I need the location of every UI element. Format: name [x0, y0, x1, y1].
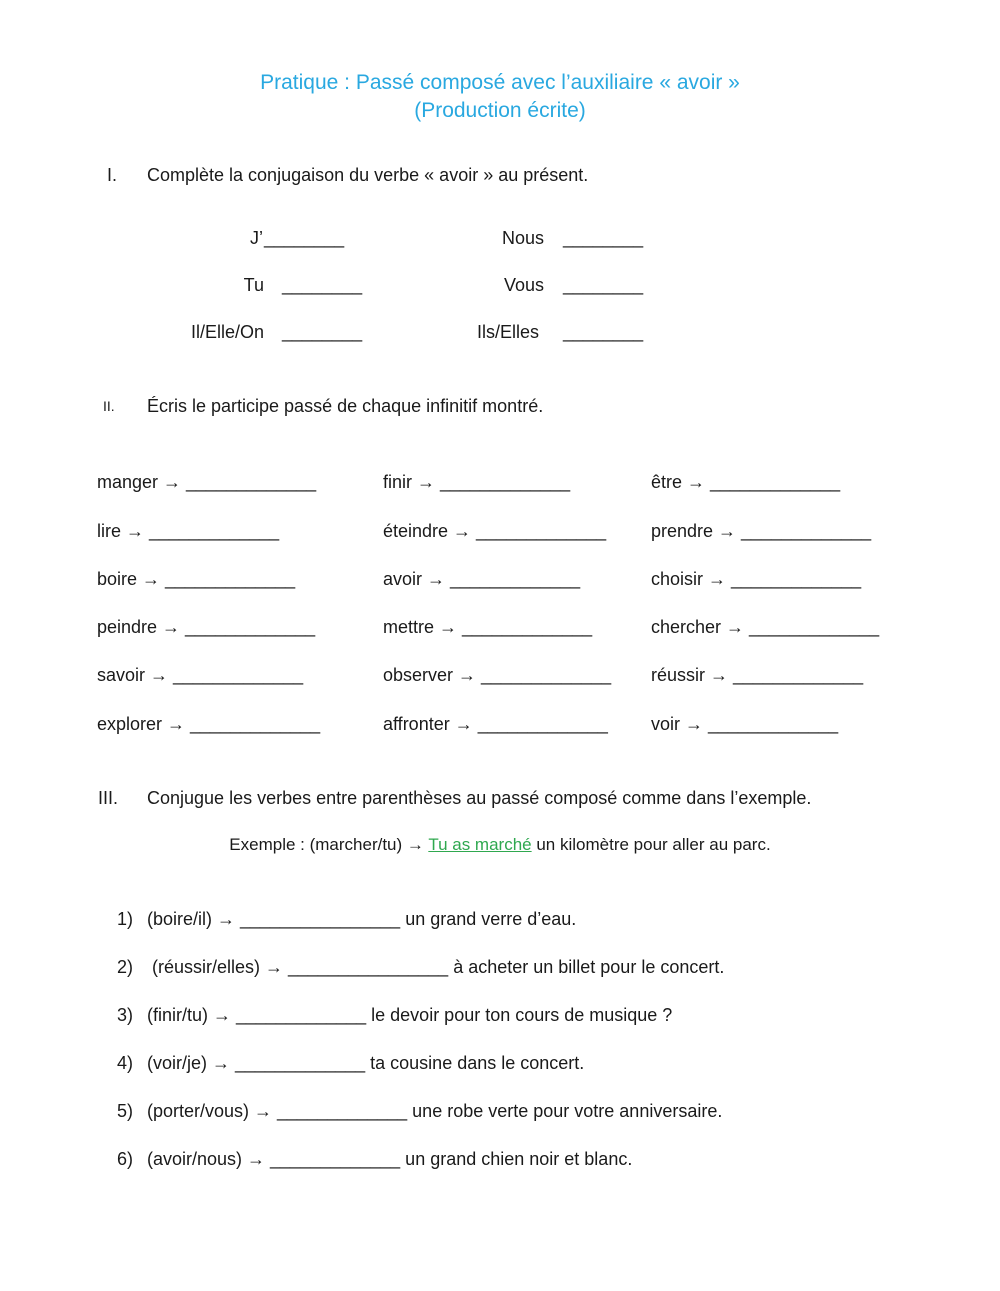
blank-nous[interactable]: ________: [563, 228, 644, 248]
infinitive-item[interactable]: être → _____________: [651, 472, 841, 492]
exercise-item[interactable]: (boire/il) → ________________ un grand verre d’eau.: [147, 909, 577, 929]
infinitive-item[interactable]: voir → _____________: [651, 714, 839, 734]
section-1-instruction: Complète la conjugaison du verbe « avoir » au présent.: [147, 165, 589, 185]
example-suffix: un kilomètre pour aller au parc.: [531, 835, 771, 854]
infinitive-item[interactable]: mettre → _____________: [383, 617, 593, 637]
blank-je[interactable]: ________: [264, 228, 345, 248]
exercise-item[interactable]: (voir/je) → _____________ ta cousine dans le concert.: [147, 1053, 585, 1073]
infinitive-item[interactable]: manger → _____________: [97, 472, 317, 492]
blank-il-elle-on[interactable]: ________: [282, 322, 363, 342]
exercise-item[interactable]: (avoir/nous) → _____________ un grand chien noir et blanc.: [147, 1149, 633, 1169]
exercise-item[interactable]: (finir/tu) → _____________ le devoir pour ton cours de musique ?: [147, 1005, 673, 1025]
infinitive-item[interactable]: explorer → _____________: [97, 714, 321, 734]
blank-tu[interactable]: ________: [282, 275, 363, 295]
infinitive-item[interactable]: éteindre → _____________: [383, 521, 607, 541]
page-title: Pratique : Passé composé avec l’auxiliaire « avoir »: [260, 71, 740, 94]
infinitive-item[interactable]: boire → _____________: [97, 569, 296, 589]
infinitive-item[interactable]: prendre → _____________: [651, 521, 872, 541]
pronoun-nous: Nous: [501, 228, 544, 248]
section-3-instruction: Conjugue les verbes entre parenthèses au passé composé comme dans l’exemple.: [147, 788, 812, 808]
infinitive-item[interactable]: réussir → _____________: [651, 665, 864, 685]
infinitive-item[interactable]: lire → _____________: [97, 521, 280, 541]
infinitive-item[interactable]: peindre → _____________: [97, 617, 316, 637]
page-subtitle: (Production écrite): [414, 99, 586, 122]
exercise-number: 2): [117, 957, 134, 977]
section-1-number: I.: [107, 165, 118, 185]
section-3-number: III.: [98, 788, 119, 808]
section-2-number: II.: [103, 398, 115, 414]
infinitive-item[interactable]: chercher → _____________: [651, 617, 880, 637]
blank-vous[interactable]: ________: [563, 275, 644, 295]
infinitive-item[interactable]: finir → _____________: [383, 472, 571, 492]
exercise-number: 4): [117, 1053, 134, 1073]
infinitive-item[interactable]: savoir → _____________: [97, 665, 304, 685]
pronoun-vous: Vous: [503, 275, 544, 295]
infinitive-item[interactable]: affronter → _____________: [383, 714, 608, 734]
exercise-item[interactable]: (réussir/elles) → ________________ à acheter un billet pour le concert.: [147, 957, 725, 977]
pronoun-ils-elles: Ils/Elles: [476, 322, 539, 342]
exercise-number: 5): [117, 1101, 134, 1121]
infinitive-item[interactable]: choisir → _____________: [651, 569, 862, 589]
exercise-item[interactable]: (porter/vous) → _____________ une robe verte pour votre anniversaire.: [147, 1101, 723, 1121]
example-line: [0, 835, 1000, 855]
pronoun-tu: Tu: [243, 275, 264, 295]
exercise-number: 1): [117, 909, 134, 929]
pronoun-il-elle-on: Il/Elle/On: [190, 322, 264, 342]
exercise-number: 3): [117, 1005, 134, 1025]
example-answer: Tu as marché: [428, 835, 532, 854]
section-2-instruction: Écris le participe passé de chaque infinitif montré.: [147, 396, 544, 416]
infinitive-item[interactable]: observer → _____________: [383, 665, 612, 685]
example-prefix: Exemple : (marcher/tu) →: [229, 835, 429, 854]
exercise-number: 6): [117, 1149, 134, 1169]
pronoun-je: J’: [250, 228, 263, 248]
infinitive-item[interactable]: avoir → _____________: [383, 569, 581, 589]
blank-ils-elles[interactable]: ________: [563, 322, 644, 342]
